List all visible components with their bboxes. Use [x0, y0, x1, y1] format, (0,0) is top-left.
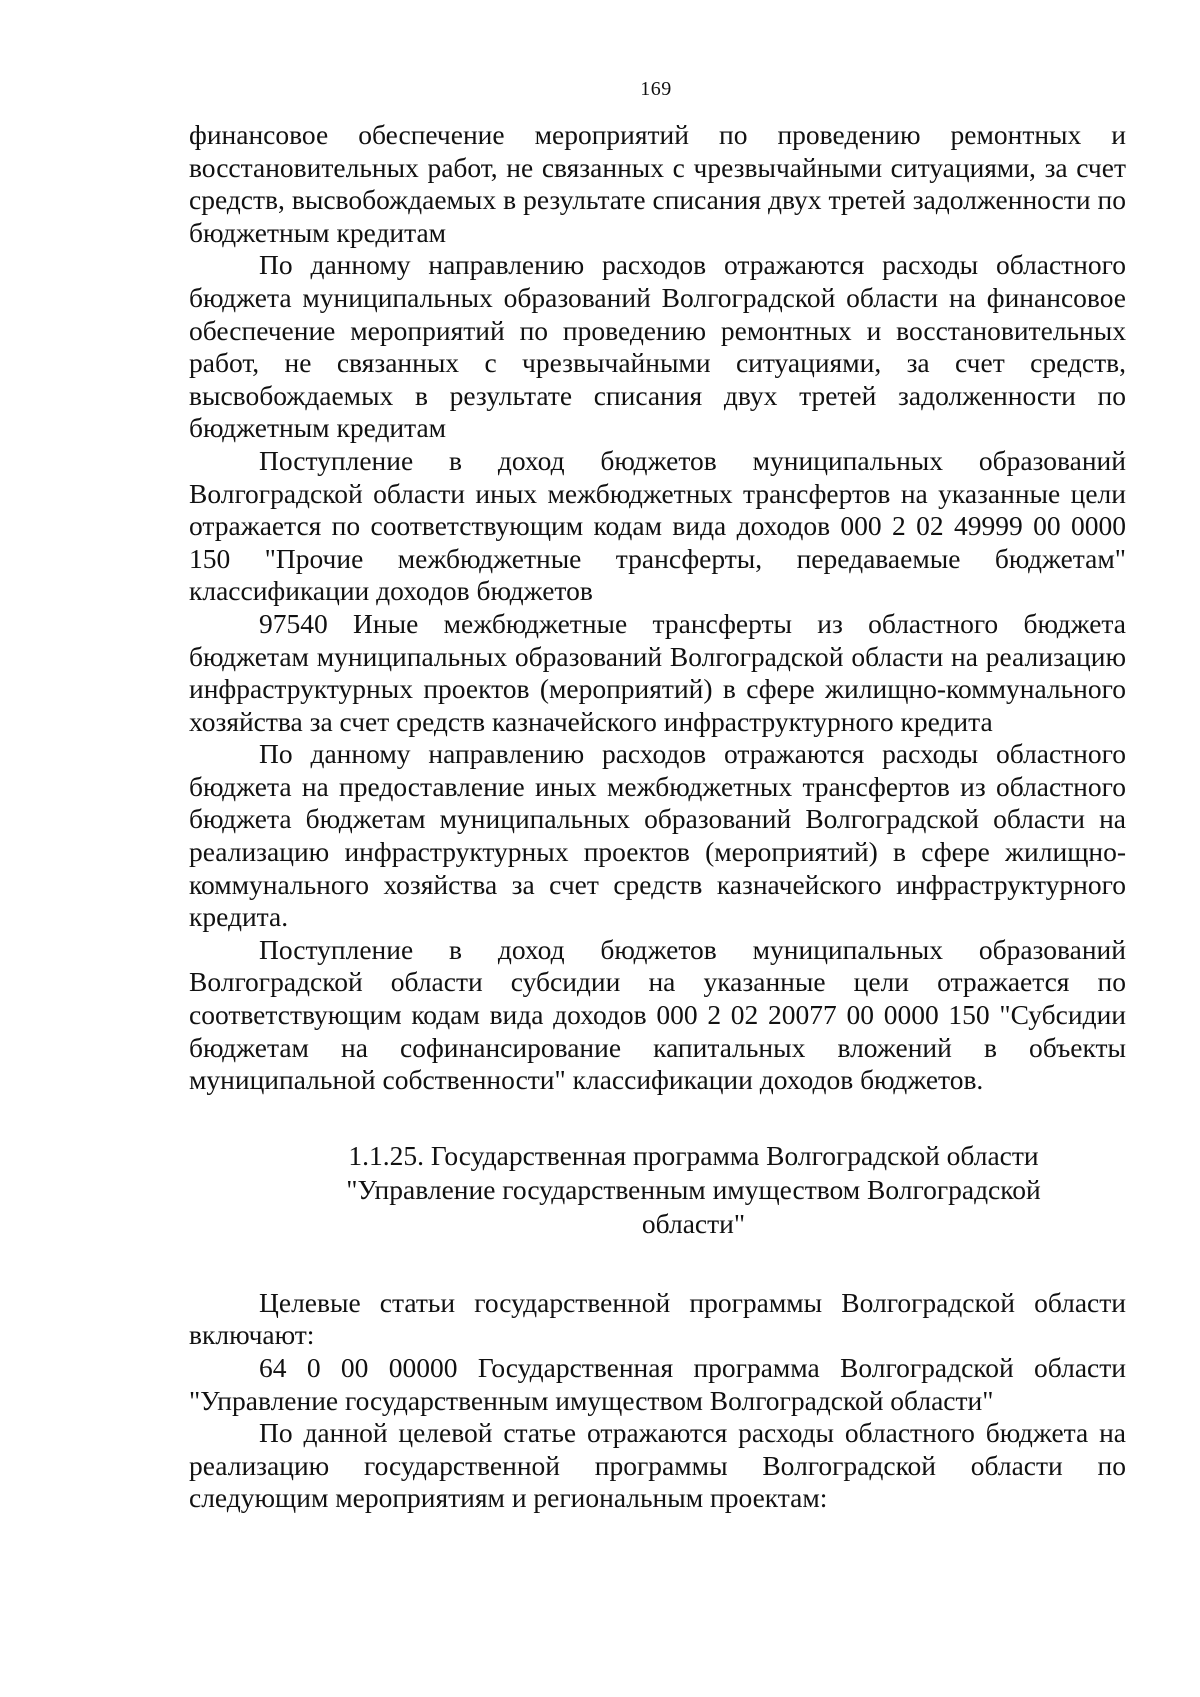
- paragraphs-before-section: [189, 119, 1126, 1097]
- section-heading: 1.1.25. Государственная программа Волгоградской области "Управление государственным имуществом Волгоградской области": [346, 1139, 1041, 1239]
- paragraph: По данному направлению расходов отражаются расходы областного бюджета муниципальных образований Волгоградской области на финансовое обеспечение мероприятий по проведению ремонтных и восстановительных работ, не связанных с чрезвычайными ситуациями, за счет средств, высвобождаемых в результате списания двух третей задолженности по бюджетным кредитам: [189, 249, 1126, 444]
- paragraph: Поступление в доход бюджетов муниципальных образований Волгоградской области субсидии на указанные цели отражается по соответствующим кодам вида доходов 000 2 02 20077 00 0000 150 "Субсидии бюджетам на софинансирование капитальных вложений в объекты муниципальной собственности" классификации доходов бюджетов.: [189, 933, 1126, 1096]
- paragraphs-after-section: [189, 1287, 1126, 1515]
- page-number: 169: [640, 78, 672, 100]
- paragraph: 97540 Иные межбюджетные трансферты из областного бюджета бюджетам муниципальных образований Волгоградской области на реализацию инфраструктурных проектов (мероприятий) в сфере жилищно-коммунального хозяйства за счет средств казначейского инфраструктурного кредита: [189, 607, 1126, 737]
- paragraph: По данной целевой статье отражаются расходы областного бюджета на реализацию государственной программы Волгоградской области по следующим мероприятиям и региональным проектам:: [189, 1417, 1126, 1514]
- paragraph: По данному направлению расходов отражаются расходы областного бюджета на предоставление иных межбюджетных трансфертов из областного бюджета бюджетам муниципальных образований Волгоградской области на реализацию инфраструктурных проектов (мероприятий) в сфере жилищно-коммунального хозяйства за счет средств казначейского инфраструктурного кредита.: [189, 738, 1126, 933]
- paragraph: 64 0 00 00000 Государственная программа Волгоградской области "Управление государственным имуществом Волгоградской области": [189, 1352, 1126, 1416]
- paragraph: Поступление в доход бюджетов муниципальных образований Волгоградской области иных межбюджетных трансфертов на указанные цели отражается по соответствующим кодам вида доходов 000 2 02 49999 00 0000 150 "Прочие межбюджетные трансферты, передаваемые бюджетам" классификации доходов бюджетов: [189, 444, 1126, 607]
- paragraph: Целевые статьи государственной программы Волгоградской области включают:: [189, 1286, 1126, 1351]
- paragraph: финансовое обеспечение мероприятий по проведению ремонтных и восстановительных работ, не связанных с чрезвычайными ситуациями, за счет средств, высвобождаемых в результате списания двух третей задолженности по бюджетным кредитам: [189, 119, 1126, 248]
- document-body: [189, 119, 1126, 1515]
